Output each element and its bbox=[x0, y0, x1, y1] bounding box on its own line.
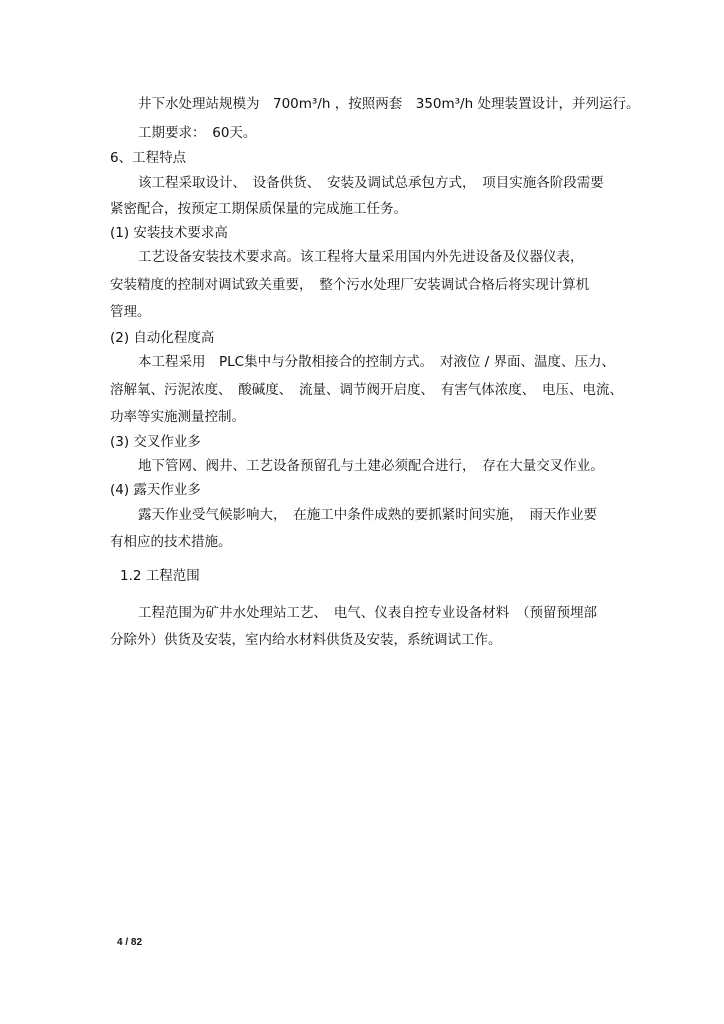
heading-project-scope: 1.2 工程范围 bbox=[120, 568, 200, 584]
subheading-automation: (2) 自动化程度高 bbox=[110, 330, 215, 346]
paragraph-scope-line2: 分除外）供货及安装，室内给水材料供货及安装，系统调试工作。 bbox=[110, 632, 502, 648]
paragraph-install-line2: 安装精度的控制对调试致关重要， 整个污水处理厂安装调试合格后将实现计算机 bbox=[110, 277, 590, 293]
heading-project-features: 6、工程特点 bbox=[110, 150, 187, 166]
paragraph-automation-line2: 溶解氧、污泥浓度、 酸碱度、 流量、调节阀开启度、 有害气体浓度、 电压、电流、 bbox=[110, 382, 623, 398]
page-number: 4 / 82 bbox=[117, 937, 143, 948]
paragraph-features-line1: 该工程采取设计、 设备供货、 安装及调试总承包方式， 项目实施各阶段需要 bbox=[138, 175, 604, 191]
paragraph-install-line3: 管理。 bbox=[110, 304, 151, 320]
paragraph-schedule: 工期要求： 60天。 bbox=[138, 125, 257, 141]
subheading-install-tech: (1) 安装技术要求高 bbox=[110, 225, 228, 241]
paragraph-install-line1: 工艺设备安装技术要求高。该工程将大量采用国内外先进设备及仪器仪表， bbox=[138, 249, 584, 265]
paragraph-automation-line1: 本工程采用 PLC集中与分散相接合的控制方式。 对液位 / 界面、温度、压力、 bbox=[138, 354, 615, 370]
paragraph-scope-line1: 工程范围为矿井水处理站工艺、 电气、仪表自控专业设备材料 （预留预埋部 bbox=[138, 605, 597, 621]
paragraph-cross-work: 地下管网、阀井、工艺设备预留孔与土建必须配合进行， 存在大量交叉作业。 bbox=[138, 458, 604, 474]
subheading-cross-work: (3) 交叉作业多 bbox=[110, 434, 201, 450]
paragraph-features-line2: 紧密配合，按预定工期保质保量的完成施工任务。 bbox=[110, 201, 407, 217]
subheading-outdoor-work: (4) 露天作业多 bbox=[110, 482, 201, 498]
paragraph-scale: 井下水处理站规模为 700m³/h ，按照两套 350m³/h 处理装置设计，并列运行。 bbox=[138, 96, 640, 112]
paragraph-automation-line3: 功率等实施测量控制。 bbox=[110, 409, 245, 425]
paragraph-outdoor-line1: 露天作业受气候影响大， 在施工中条件成熟的要抓紧时间实施， 雨天作业要 bbox=[138, 507, 597, 523]
paragraph-outdoor-line2: 有相应的技术措施。 bbox=[110, 534, 232, 550]
